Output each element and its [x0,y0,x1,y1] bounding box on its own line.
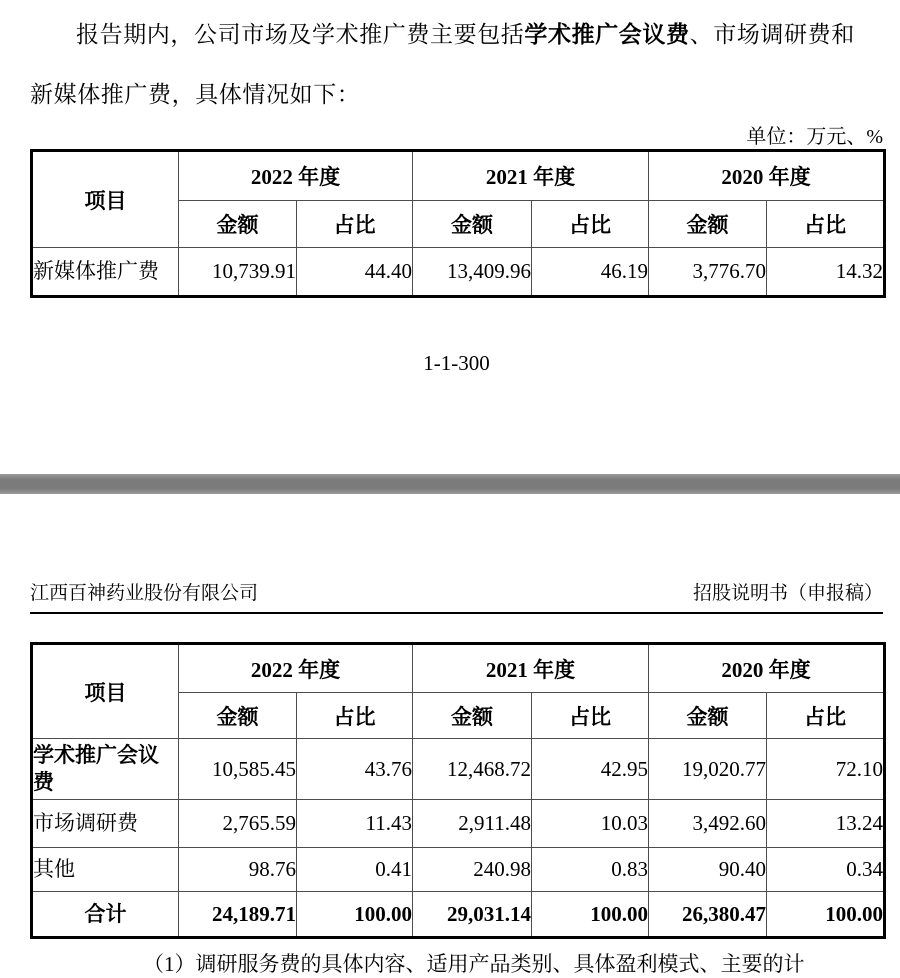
cell-amount-2022: 10,739.91 [179,248,297,297]
cell-ratio-2020: 14.32 [767,248,885,297]
cell-ratio-2022: 43.76 [297,739,413,800]
row-label: 市场调研费 [32,800,179,848]
intro-text-2: 、市场调研费和 [689,22,855,47]
col-header-amount-2020: 金额 [649,201,767,248]
col-header-item: 项目 [32,151,179,248]
cell-ratio-2020: 13.24 [767,800,885,848]
col-header-year-2022: 2022 年度 [179,151,413,201]
col-header-year-2020: 2020 年度 [649,644,885,693]
col-header-ratio-2020: 占比 [767,201,885,248]
unit-label: 单位：万元、% [746,126,883,148]
cell-ratio-2022: 0.41 [297,848,413,892]
col-header-amount-2022: 金额 [179,693,297,739]
cell-amount-2020: 26,380.47 [649,892,767,938]
cell-amount-2021: 13,409.96 [413,248,532,297]
col-header-amount-2021: 金额 [413,693,532,739]
table-row [32,848,885,892]
row-label: 学术推广会议费 [32,739,179,800]
col-header-ratio-2022: 占比 [297,201,413,248]
col-header-amount-2021: 金额 [413,201,532,248]
table-row [32,248,885,297]
company-name: 江西百神药业股份有限公司 [30,583,259,604]
col-header-ratio-2022: 占比 [297,693,413,739]
cell-ratio-2020: 72.10 [767,739,885,800]
cell-ratio-2022: 100.00 [297,892,413,938]
cell-ratio-2021: 100.00 [532,892,649,938]
table-row [32,800,885,848]
col-header-year-2022: 2022 年度 [179,644,413,693]
cell-ratio-2021: 46.19 [532,248,649,297]
cell-amount-2020: 90.40 [649,848,767,892]
intro-text-1: 报告期内，公司市场及学术推广费主要包括 [76,22,525,47]
cell-ratio-2021: 10.03 [532,800,649,848]
col-header-amount-2020: 金额 [649,693,767,739]
promotion-expense-summary-table [30,149,886,298]
col-header-ratio-2021: 占比 [532,201,649,248]
page-number: 1-1-300 [423,351,490,375]
cell-amount-2020: 3,776.70 [649,248,767,297]
col-header-amount-2022: 金额 [179,201,297,248]
intro-text-3: 新媒体推广费，具体情况如下： [30,82,361,107]
running-header [30,578,883,614]
col-header-ratio-2020: 占比 [767,693,885,739]
cell-ratio-2020: 0.34 [767,848,885,892]
cell-amount-2020: 19,020.77 [649,739,767,800]
cell-amount-2022: 98.76 [179,848,297,892]
cell-amount-2022: 24,189.71 [179,892,297,938]
col-header-year-2021: 2021 年度 [413,644,649,693]
cell-amount-2021: 2,911.48 [413,800,532,848]
cell-amount-2022: 2,765.59 [179,800,297,848]
col-header-year-2020: 2020 年度 [649,151,885,201]
col-header-item: 项目 [32,644,179,739]
document-type: 招股说明书（申报稿） [692,583,883,604]
cell-amount-2021: 240.98 [413,848,532,892]
row-label: 新媒体推广费 [32,248,179,297]
col-header-year-2021: 2021 年度 [413,151,649,201]
promotion-expense-detail-table [30,642,886,939]
table-row-total [32,892,885,938]
intro-text-bold: 学术推广会议费 [524,22,690,47]
table-row [32,739,885,800]
cell-ratio-2021: 0.83 [532,848,649,892]
cell-ratio-2021: 42.95 [532,739,649,800]
cell-amount-2021: 29,031.14 [413,892,532,938]
page-separator-bar [0,474,900,494]
cell-amount-2022: 10,585.45 [179,739,297,800]
cell-ratio-2022: 11.43 [297,800,413,848]
col-header-ratio-2021: 占比 [532,693,649,739]
cell-amount-2020: 3,492.60 [649,800,767,848]
cell-amount-2021: 12,468.72 [413,739,532,800]
intro-paragraph [30,0,883,125]
cell-ratio-2020: 100.00 [767,892,885,938]
cell-ratio-2022: 44.40 [297,248,413,297]
row-label: 其他 [32,848,179,892]
clipped-footnote: （1）调研服务费的具体内容、适用产品类别、具体盈利模式、主要的计 [143,952,805,976]
row-label: 合计 [32,892,179,938]
